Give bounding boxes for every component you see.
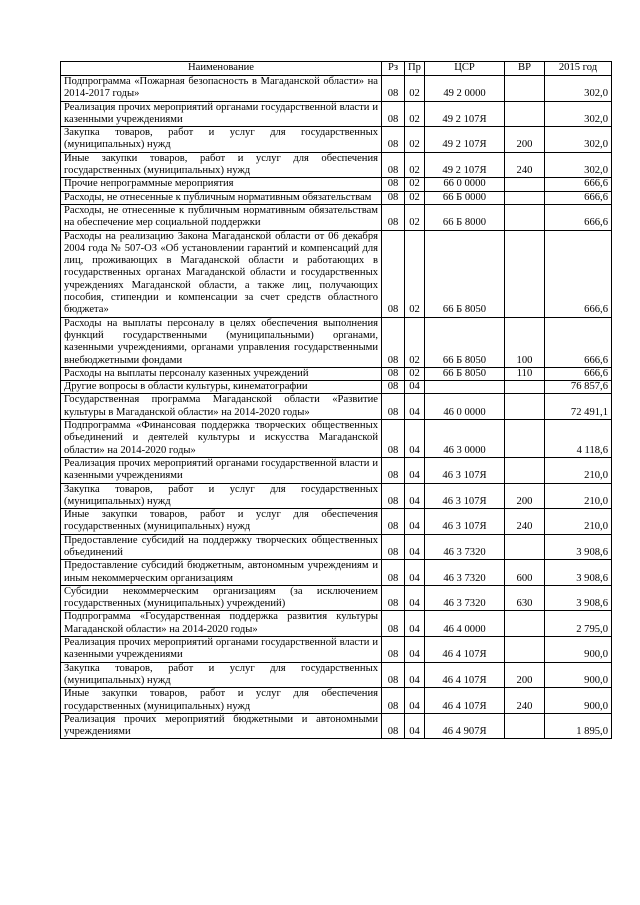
name-cell: Субсидии некоммерческим организациям (за исключением государственных (муниципальных) учреждений) xyxy=(61,585,382,611)
pr-cell: 04 xyxy=(405,688,425,714)
sum-cell: 666,6 xyxy=(545,191,612,204)
pr-cell: 02 xyxy=(405,178,425,191)
sum-cell: 3 908,6 xyxy=(545,560,612,586)
pr-cell: 04 xyxy=(405,420,425,458)
table-row xyxy=(61,483,612,509)
vr-cell xyxy=(505,420,545,458)
name-cell: Реализация прочих мероприятий органами государственной власти и казенными учреждениями xyxy=(61,101,382,127)
pr-cell: 02 xyxy=(405,101,425,127)
header-rz: Рз xyxy=(382,62,405,76)
sum-cell: 210,0 xyxy=(545,457,612,483)
pr-cell: 04 xyxy=(405,637,425,663)
csr-cell: 46 4 107Я xyxy=(425,662,505,688)
table-row xyxy=(61,394,612,420)
name-cell: Предоставление субсидий на поддержку творческих общественных объединений xyxy=(61,534,382,560)
sum-cell: 900,0 xyxy=(545,662,612,688)
vr-cell: 200 xyxy=(505,127,545,153)
vr-cell: 200 xyxy=(505,483,545,509)
rz-cell: 08 xyxy=(382,713,405,739)
pr-cell: 04 xyxy=(405,662,425,688)
table-row xyxy=(61,509,612,535)
budget-table xyxy=(60,61,612,739)
csr-cell: 46 3 107Я xyxy=(425,483,505,509)
pr-cell: 04 xyxy=(405,560,425,586)
csr-cell: 66 Б 8000 xyxy=(425,204,505,230)
pr-cell: 02 xyxy=(405,204,425,230)
csr-cell: 46 3 107Я xyxy=(425,457,505,483)
csr-cell: 49 2 107Я xyxy=(425,101,505,127)
pr-cell: 04 xyxy=(405,483,425,509)
vr-cell xyxy=(505,381,545,394)
sum-cell: 210,0 xyxy=(545,509,612,535)
rz-cell: 08 xyxy=(382,637,405,663)
name-cell: Подпрограмма «Пожарная безопасность в Магаданской области» на 2014-2017 годы» xyxy=(61,76,382,102)
pr-cell: 04 xyxy=(405,457,425,483)
vr-cell xyxy=(505,178,545,191)
pr-cell: 04 xyxy=(405,585,425,611)
table-row xyxy=(61,178,612,191)
csr-cell xyxy=(425,381,505,394)
rz-cell: 08 xyxy=(382,76,405,102)
rz-cell: 08 xyxy=(382,585,405,611)
name-cell: Расходы, не отнесенные к публичным нормативным обязательствам на обеспечение мер социальной поддержки xyxy=(61,204,382,230)
vr-cell xyxy=(505,713,545,739)
csr-cell: 66 Б 8050 xyxy=(425,367,505,380)
sum-cell: 302,0 xyxy=(545,101,612,127)
csr-cell: 46 3 0000 xyxy=(425,420,505,458)
sum-cell: 302,0 xyxy=(545,127,612,153)
vr-cell: 600 xyxy=(505,560,545,586)
name-cell: Государственная программа Магаданской области «Развитие культуры в Магаданской области» на 2014-2020 годы» xyxy=(61,394,382,420)
table-row xyxy=(61,611,612,637)
rz-cell: 08 xyxy=(382,381,405,394)
table-row xyxy=(61,585,612,611)
rz-cell: 08 xyxy=(382,152,405,178)
sum-cell: 302,0 xyxy=(545,152,612,178)
vr-cell: 240 xyxy=(505,509,545,535)
vr-cell: 240 xyxy=(505,688,545,714)
name-cell: Расходы, не отнесенные к публичным нормативным обязательствам xyxy=(61,191,382,204)
csr-cell: 49 2 0000 xyxy=(425,76,505,102)
pr-cell: 04 xyxy=(405,611,425,637)
rz-cell: 08 xyxy=(382,509,405,535)
pr-cell: 02 xyxy=(405,127,425,153)
pr-cell: 04 xyxy=(405,713,425,739)
rz-cell: 08 xyxy=(382,534,405,560)
rz-cell: 08 xyxy=(382,191,405,204)
csr-cell: 66 Б 8050 xyxy=(425,230,505,317)
sum-cell: 3 908,6 xyxy=(545,585,612,611)
rz-cell: 08 xyxy=(382,483,405,509)
vr-cell xyxy=(505,637,545,663)
name-cell: Реализация прочих мероприятий бюджетными и автономными учреждениями xyxy=(61,713,382,739)
sum-cell: 666,6 xyxy=(545,178,612,191)
table-row xyxy=(61,76,612,102)
sum-cell: 900,0 xyxy=(545,637,612,663)
vr-cell xyxy=(505,230,545,317)
name-cell: Закупка товаров, работ и услуг для государственных (муниципальных) нужд xyxy=(61,483,382,509)
name-cell: Иные закупки товаров, работ и услуг для обеспечения государственных (муниципальных) нужд xyxy=(61,509,382,535)
table-row xyxy=(61,152,612,178)
pr-cell: 04 xyxy=(405,534,425,560)
header-year: 2015 год xyxy=(545,62,612,76)
table-row xyxy=(61,127,612,153)
pr-cell: 02 xyxy=(405,76,425,102)
table-row xyxy=(61,367,612,380)
rz-cell: 08 xyxy=(382,560,405,586)
sum-cell: 666,6 xyxy=(545,204,612,230)
pr-cell: 02 xyxy=(405,230,425,317)
sum-cell: 900,0 xyxy=(545,688,612,714)
header-name: Наименование xyxy=(61,62,382,76)
vr-cell xyxy=(505,457,545,483)
table-row xyxy=(61,457,612,483)
csr-cell: 46 4 0000 xyxy=(425,611,505,637)
table-row xyxy=(61,534,612,560)
rz-cell: 08 xyxy=(382,204,405,230)
sum-cell: 666,6 xyxy=(545,230,612,317)
rz-cell: 08 xyxy=(382,394,405,420)
vr-cell: 240 xyxy=(505,152,545,178)
pr-cell: 02 xyxy=(405,367,425,380)
csr-cell: 46 3 107Я xyxy=(425,509,505,535)
name-cell: Подпрограмма «Финансовая поддержка творческих общественных объединений и деятелей культуры и искусства Магаданской области» на 2014-2020 годы» xyxy=(61,420,382,458)
table-header-row xyxy=(61,62,612,76)
sum-cell: 666,6 xyxy=(545,317,612,367)
name-cell: Расходы на реализацию Закона Магаданской области от 06 декабря 2004 года № 507-ОЗ «Об установлении гарантий и компенсаций для лиц, проживающих в Магаданской области и работающих в государственных органах Магаданской области и государственных учреждениях Магаданской области, а также лиц, получающих пособия, стипендии и компенсации за счет средств областного бюджета» xyxy=(61,230,382,317)
vr-cell xyxy=(505,611,545,637)
vr-cell xyxy=(505,534,545,560)
csr-cell: 49 2 107Я xyxy=(425,127,505,153)
csr-cell: 46 4 907Я xyxy=(425,713,505,739)
sum-cell: 72 491,1 xyxy=(545,394,612,420)
vr-cell xyxy=(505,191,545,204)
sum-cell: 302,0 xyxy=(545,76,612,102)
csr-cell: 46 3 7320 xyxy=(425,585,505,611)
rz-cell: 08 xyxy=(382,420,405,458)
sum-cell: 1 895,0 xyxy=(545,713,612,739)
rz-cell: 08 xyxy=(382,457,405,483)
vr-cell: 110 xyxy=(505,367,545,380)
header-vr: ВР xyxy=(505,62,545,76)
sum-cell: 666,6 xyxy=(545,367,612,380)
csr-cell: 46 4 107Я xyxy=(425,637,505,663)
csr-cell: 66 0 0000 xyxy=(425,178,505,191)
table-row xyxy=(61,101,612,127)
rz-cell: 08 xyxy=(382,230,405,317)
sum-cell: 3 908,6 xyxy=(545,534,612,560)
pr-cell: 02 xyxy=(405,152,425,178)
name-cell: Иные закупки товаров, работ и услуг для обеспечения государственных (муниципальных) нужд xyxy=(61,152,382,178)
name-cell: Другие вопросы в области культуры, кинематографии xyxy=(61,381,382,394)
table-row xyxy=(61,688,612,714)
csr-cell: 46 3 7320 xyxy=(425,534,505,560)
pr-cell: 02 xyxy=(405,317,425,367)
pr-cell: 04 xyxy=(405,509,425,535)
rz-cell: 08 xyxy=(382,662,405,688)
name-cell: Закупка товаров, работ и услуг для государственных (муниципальных) нужд xyxy=(61,662,382,688)
sum-cell: 210,0 xyxy=(545,483,612,509)
csr-cell: 66 Б 0000 xyxy=(425,191,505,204)
table-row xyxy=(61,381,612,394)
table-row xyxy=(61,662,612,688)
pr-cell: 02 xyxy=(405,191,425,204)
vr-cell: 630 xyxy=(505,585,545,611)
table-row xyxy=(61,713,612,739)
csr-cell: 46 4 107Я xyxy=(425,688,505,714)
name-cell: Реализация прочих мероприятий органами государственной власти и казенными учреждениями xyxy=(61,457,382,483)
csr-cell: 46 0 0000 xyxy=(425,394,505,420)
pr-cell: 04 xyxy=(405,394,425,420)
rz-cell: 08 xyxy=(382,317,405,367)
rz-cell: 08 xyxy=(382,688,405,714)
vr-cell: 100 xyxy=(505,317,545,367)
name-cell: Закупка товаров, работ и услуг для государственных (муниципальных) нужд xyxy=(61,127,382,153)
header-pr: Пр xyxy=(405,62,425,76)
csr-cell: 46 3 7320 xyxy=(425,560,505,586)
name-cell: Реализация прочих мероприятий органами государственной власти и казенными учреждениями xyxy=(61,637,382,663)
sum-cell: 2 795,0 xyxy=(545,611,612,637)
rz-cell: 08 xyxy=(382,611,405,637)
header-csr: ЦСР xyxy=(425,62,505,76)
rz-cell: 08 xyxy=(382,101,405,127)
table-row xyxy=(61,204,612,230)
csr-cell: 66 Б 8050 xyxy=(425,317,505,367)
sum-cell: 4 118,6 xyxy=(545,420,612,458)
rz-cell: 08 xyxy=(382,178,405,191)
name-cell: Прочие непрограммные мероприятия xyxy=(61,178,382,191)
name-cell: Расходы на выплаты персоналу в целях обеспечения выполнения функций государственными (муниципальными) органами, казенными учреждениями, органами управления государственными внебюджетными фондами xyxy=(61,317,382,367)
vr-cell: 200 xyxy=(505,662,545,688)
name-cell: Предоставление субсидий бюджетным, автономным учреждениям и иным некоммерческим организациям xyxy=(61,560,382,586)
vr-cell xyxy=(505,101,545,127)
table-row xyxy=(61,637,612,663)
sum-cell: 76 857,6 xyxy=(545,381,612,394)
table-row xyxy=(61,317,612,367)
pr-cell: 04 xyxy=(405,381,425,394)
vr-cell xyxy=(505,204,545,230)
vr-cell xyxy=(505,394,545,420)
name-cell: Подпрограмма «Государственная поддержка развития культуры Магаданской области» на 2014-2020 годы» xyxy=(61,611,382,637)
name-cell: Расходы на выплаты персоналу казенных учреждений xyxy=(61,367,382,380)
table-row xyxy=(61,230,612,317)
table-row xyxy=(61,420,612,458)
rz-cell: 08 xyxy=(382,367,405,380)
table-row xyxy=(61,560,612,586)
table-row xyxy=(61,191,612,204)
vr-cell xyxy=(505,76,545,102)
rz-cell: 08 xyxy=(382,127,405,153)
csr-cell: 49 2 107Я xyxy=(425,152,505,178)
name-cell: Иные закупки товаров, работ и услуг для обеспечения государственных (муниципальных) нужд xyxy=(61,688,382,714)
